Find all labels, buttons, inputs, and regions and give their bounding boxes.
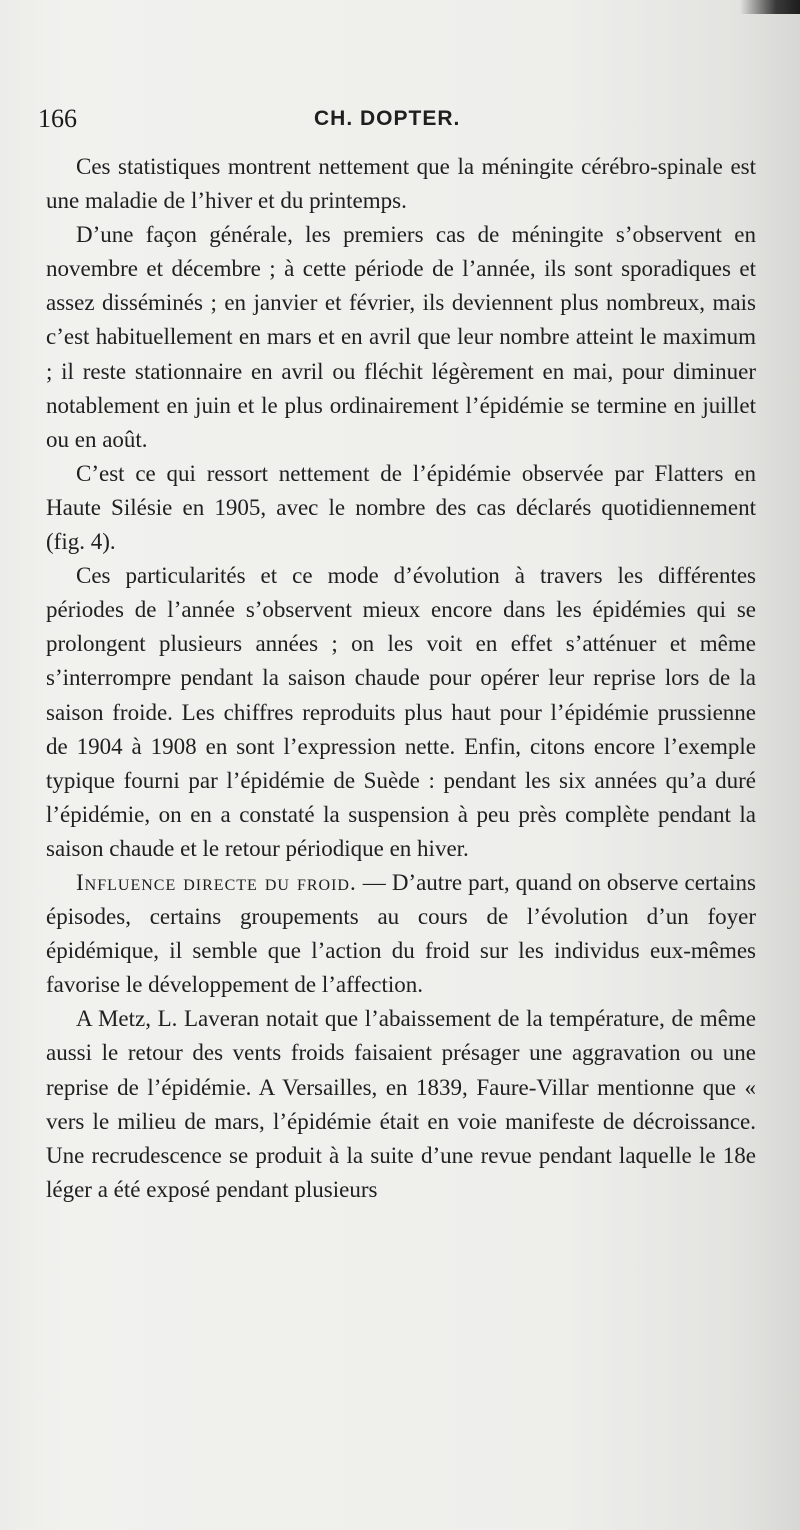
paragraph	[46, 457, 756, 559]
section-heading: Influence directe du froid.	[76, 869, 357, 895]
page-header	[38, 104, 738, 144]
paragraph-text: D’une façon générale, les premiers cas de méningite s’observent en novembre et décembre ; à cette période de l’année, ils sont sporadiques et assez disséminés ; en janvier et février, ils deviennent plus nombreux, mais c’est habituellement en mars et en avril que leur nombre atteint le maximum ; il reste stationnaire en avril ou fléchit légèrement en mai, pour diminuer notablement en juin et le plus ordinairement l’épidémie se termine en juillet ou en août.	[46, 222, 756, 452]
paragraph	[46, 218, 756, 457]
paragraph-text: — D’autre part, quand on observe certains épisodes, certains groupements au cours de l’évolution d’un foyer épidémique, il semble que l’action du froid sur les individus eux-mêmes favorise le développement de l’affection.	[46, 869, 756, 998]
body-text	[46, 150, 756, 1207]
paragraph-text: A Metz, L. Laveran notait que l’abaissement de la température, de même aussi le retour des vents froids faisaient présager une aggravation ou une reprise de l’épidémie. A Versailles, en 1839, Faure-Villar mentionne que « vers le milieu de mars, l’épidémie était en voie manifeste de décroissance. Une recrudescence se produit à la suite d’une revue pendant laquelle le 18e léger a été exposé pendant plusieurs	[46, 1006, 756, 1202]
paragraph	[46, 150, 756, 218]
paragraph	[46, 1002, 756, 1207]
paragraph-text: Ces particularités et ce mode d’évolution à travers les différentes périodes de l’année s’observent mieux encore dans les épidémies qui se prolongent plusieurs années ; on les voit en effet s’atténuer et même s’interrompre pendant la saison chaude pour opérer leur reprise lors de la saison froide. Les chiffres reproduits plus haut pour l’épidémie prussienne de 1904 à 1908 en sont l’expression nette. Enfin, citons encore l’exemple typique fourni par l’épidémie de Suède : pendant les six années qu’a duré l’épidémie, on en a constaté la suspension à peu près complète pendant la saison chaude et le retour périodique en hiver.	[46, 563, 756, 861]
paragraph-text: C’est ce qui ressort nettement de l’épidémie observée par Flatters en Haute Silésie en 1905, avec le nombre des cas déclarés quotidiennement (fig. 4).	[46, 460, 756, 555]
paragraph	[46, 559, 756, 866]
paragraph-text: Ces statistiques montrent nettement que la méningite cérébro-spinale est une maladie de l’hiver et du printemps.	[46, 154, 756, 214]
running-head: CH. DOPTER.	[314, 107, 461, 130]
scan-shadow	[740, 0, 800, 14]
paragraph	[46, 866, 756, 1002]
page-number: 166	[38, 104, 77, 133]
